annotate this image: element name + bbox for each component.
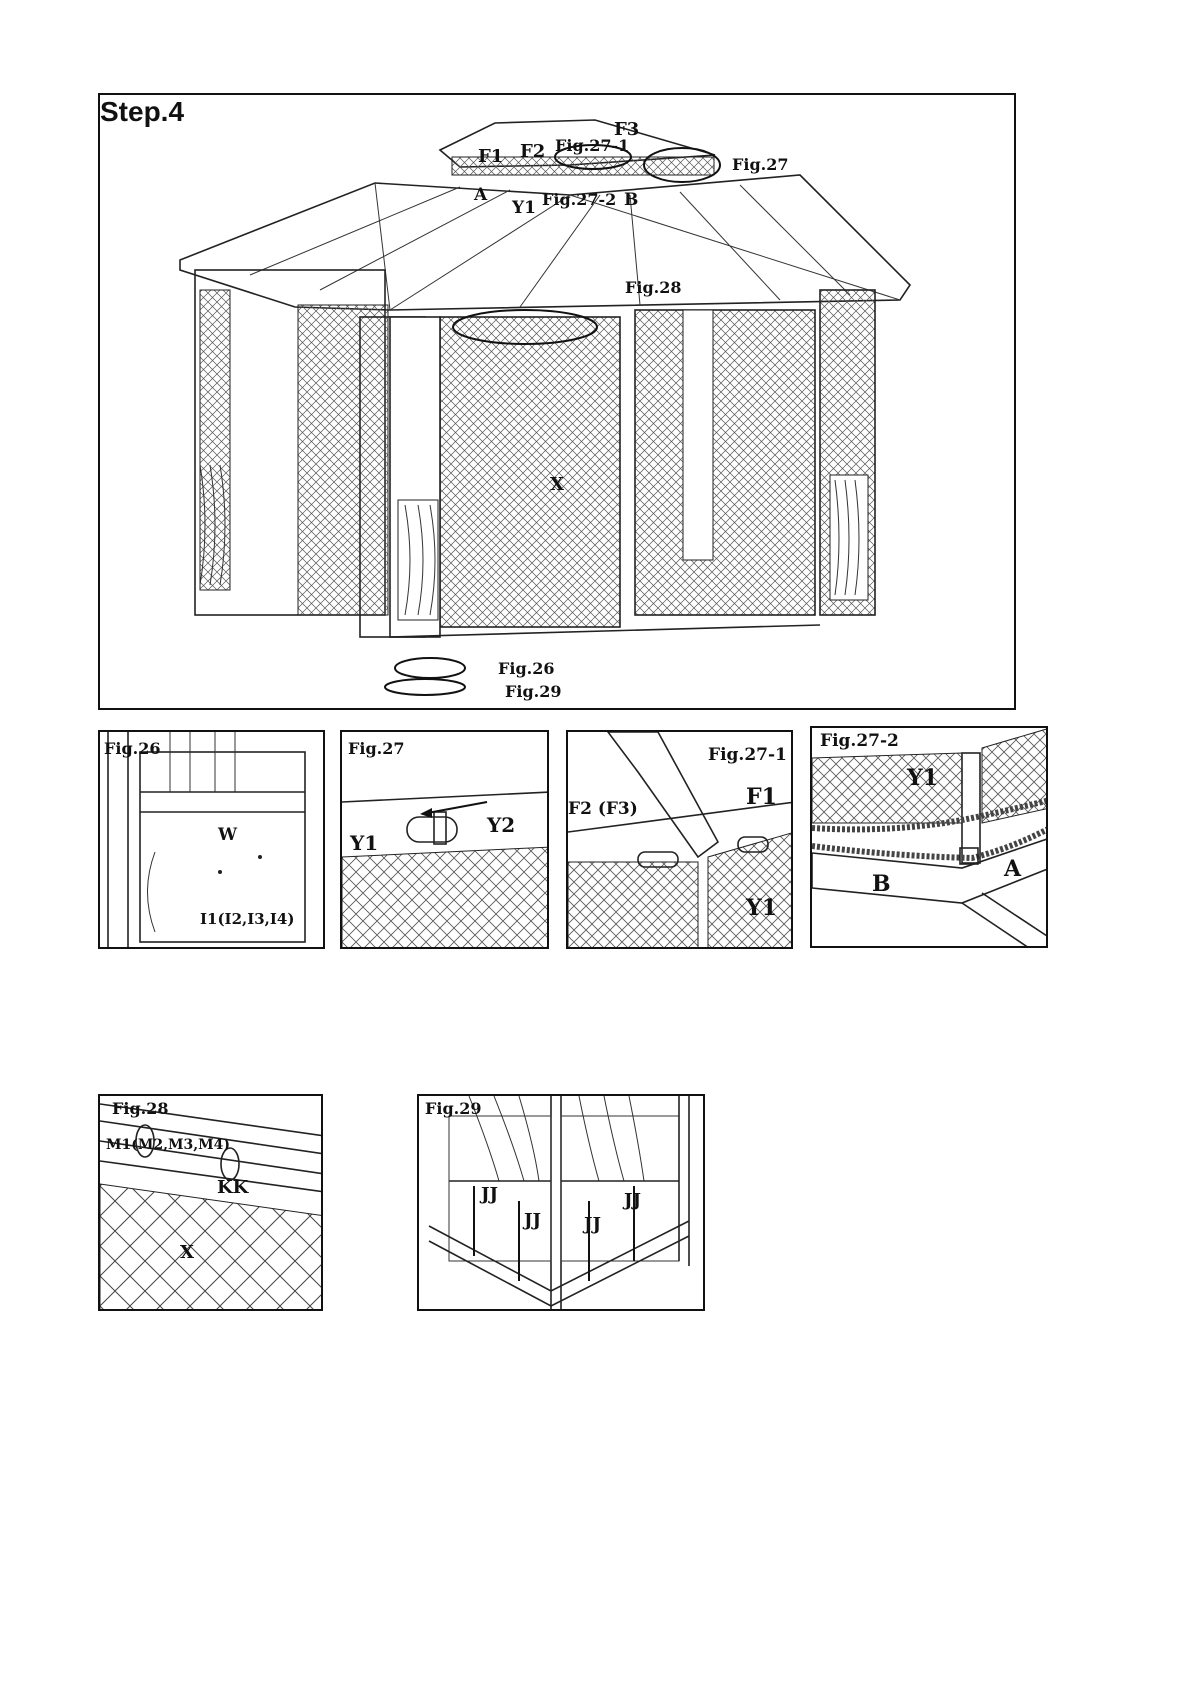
- fig28-label-m1: M1(M2,M3,M4): [106, 1137, 230, 1153]
- label-f2: F2: [520, 141, 546, 162]
- label-y1: Y1: [512, 198, 536, 218]
- fig29-title: Fig.29: [425, 1099, 482, 1118]
- fig27-1-label-f2f3: F2 (F3): [568, 799, 638, 819]
- label-a: A: [474, 185, 488, 205]
- fig28-label-x: X: [180, 1242, 194, 1263]
- label-fig26: Fig.26: [498, 659, 555, 678]
- main-labels: [100, 95, 1016, 710]
- fig27-2-labels: [812, 728, 1048, 948]
- label-fig27-1: Fig.27-1: [555, 136, 630, 155]
- fig26-title: Fig.26: [104, 739, 161, 758]
- fig27-2-label-a: A: [1004, 856, 1022, 882]
- fig27-1-title: Fig.27-1: [708, 745, 787, 765]
- label-x: X: [550, 474, 564, 495]
- fig27-label-y1: Y1: [350, 831, 379, 855]
- fig27-title: Fig.27: [348, 739, 405, 758]
- label-fig27-2: Fig.27-2: [542, 190, 617, 209]
- fig27-panel: [340, 730, 549, 949]
- fig28-panel: [98, 1094, 323, 1311]
- label-fig27: Fig.27: [732, 155, 789, 174]
- fig27-2-label-y1: Y1: [907, 765, 939, 791]
- fig27-1-label-f1: F1: [746, 784, 777, 810]
- fig26-labels: [100, 732, 325, 949]
- fig27-label-y2: Y2: [487, 813, 516, 837]
- fig27-1-labels: [568, 732, 793, 949]
- fig28-title: Fig.28: [112, 1099, 169, 1118]
- label-f3: F3: [614, 119, 640, 140]
- fig29-label-jj1: JJ: [481, 1184, 499, 1205]
- fig28-labels: [100, 1096, 323, 1311]
- step-title: Step.4: [100, 96, 185, 127]
- fig27-labels: [342, 732, 549, 949]
- fig27-1-label-y1: Y1: [746, 895, 778, 921]
- label-fig28: Fig.28: [625, 278, 682, 297]
- fig29-label-jj4: JJ: [624, 1190, 642, 1211]
- fig27-1-panel: [566, 730, 793, 949]
- fig29-labels: [419, 1096, 705, 1311]
- fig26-label-w: W: [218, 825, 238, 845]
- label-fig29: Fig.29: [505, 682, 562, 701]
- fig27-2-title: Fig.27-2: [820, 731, 899, 751]
- fig26-label-i1: I1(I2,I3,I4): [200, 910, 295, 928]
- label-b: B: [624, 190, 639, 210]
- fig29-label-jj2: JJ: [524, 1210, 542, 1231]
- fig27-2-panel: [810, 726, 1048, 948]
- fig28-label-kk: KK: [217, 1177, 249, 1198]
- label-f1: F1: [478, 146, 504, 167]
- fig29-panel: [417, 1094, 705, 1311]
- main-diagram-frame: [98, 93, 1016, 710]
- fig26-panel: [98, 730, 325, 949]
- fig29-label-jj3: JJ: [584, 1214, 602, 1235]
- fig27-2-label-b: B: [872, 871, 891, 897]
